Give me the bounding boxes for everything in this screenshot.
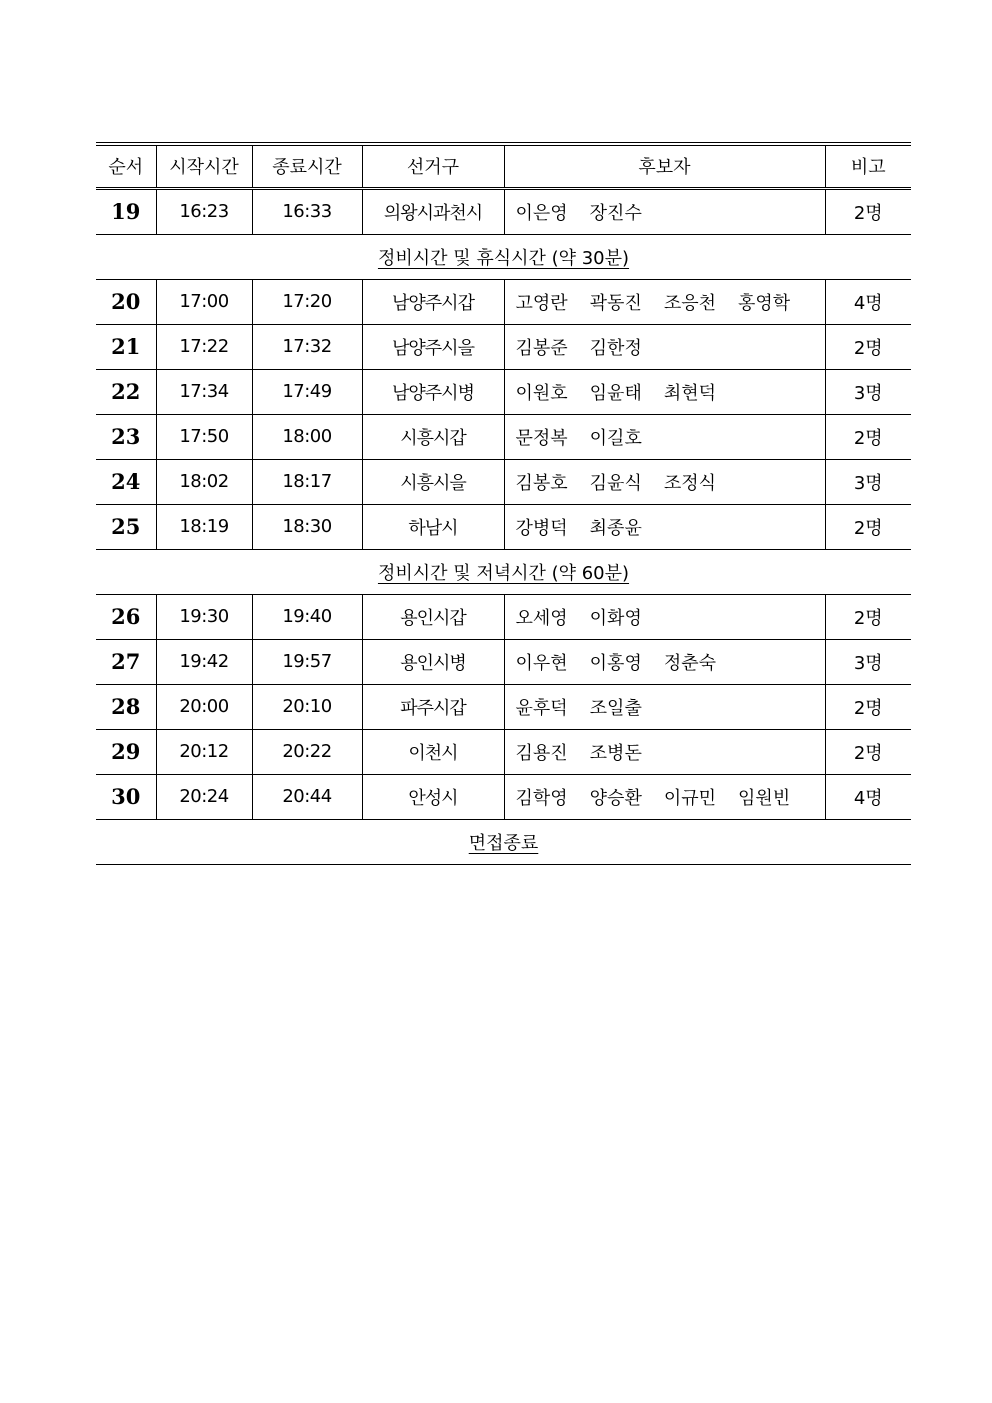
header-order: 순서 bbox=[96, 144, 156, 188]
cell-order: 19 bbox=[96, 188, 156, 234]
cell-note: 2명 bbox=[825, 684, 911, 729]
cell-order: 20 bbox=[96, 279, 156, 324]
table-row bbox=[96, 504, 911, 549]
cell-end-time: 17:32 bbox=[252, 324, 362, 369]
table-row bbox=[96, 279, 911, 324]
cell-district: 남양주시병 bbox=[362, 369, 504, 414]
cell-start-time: 20:24 bbox=[156, 774, 252, 819]
schedule-table bbox=[96, 142, 911, 865]
cell-note: 4명 bbox=[825, 774, 911, 819]
candidate-name: 곽동진 bbox=[589, 292, 642, 314]
cell-note: 2명 bbox=[825, 414, 911, 459]
header-candidates: 후보자 bbox=[504, 144, 825, 188]
cell-end-time: 20:44 bbox=[252, 774, 362, 819]
cell-district: 용인시갑 bbox=[362, 594, 504, 639]
cell-candidates bbox=[504, 684, 825, 729]
cell-district: 파주시갑 bbox=[362, 684, 504, 729]
candidate-name: 이우현 bbox=[515, 652, 568, 674]
table-header bbox=[96, 144, 911, 188]
table-row bbox=[96, 729, 911, 774]
candidate-name: 이길호 bbox=[589, 427, 642, 449]
candidate-name: 조정식 bbox=[663, 472, 717, 494]
cell-note: 2명 bbox=[825, 188, 911, 234]
cell-candidates bbox=[504, 369, 825, 414]
cell-candidates bbox=[504, 639, 825, 684]
cell-end-time: 18:30 bbox=[252, 504, 362, 549]
table-body bbox=[96, 188, 911, 864]
candidate-name: 조일출 bbox=[589, 697, 642, 719]
interview-schedule bbox=[96, 142, 911, 865]
cell-order: 29 bbox=[96, 729, 156, 774]
cell-note: 4명 bbox=[825, 279, 911, 324]
table-row bbox=[96, 594, 911, 639]
header-start-time: 시작시간 bbox=[156, 144, 252, 188]
cell-end-time: 20:22 bbox=[252, 729, 362, 774]
cell-end-time: 17:20 bbox=[252, 279, 362, 324]
cell-district: 시흥시갑 bbox=[362, 414, 504, 459]
candidate-name: 이규민 bbox=[663, 787, 717, 809]
cell-note: 3명 bbox=[825, 369, 911, 414]
candidate-name: 이화영 bbox=[589, 607, 642, 629]
cell-end-time: 19:40 bbox=[252, 594, 362, 639]
separator-text: 정비시간 및 저녁시간 (약 60분) bbox=[377, 562, 630, 584]
candidate-name: 이은영 bbox=[515, 202, 568, 224]
header-district: 선거구 bbox=[362, 144, 504, 188]
candidate-name: 김윤식 bbox=[589, 472, 642, 494]
cell-order: 26 bbox=[96, 594, 156, 639]
cell-note: 2명 bbox=[825, 594, 911, 639]
candidate-name: 조병돈 bbox=[589, 742, 642, 764]
candidate-name: 임윤태 bbox=[589, 382, 642, 404]
cell-end-time: 20:10 bbox=[252, 684, 362, 729]
candidate-name: 김봉호 bbox=[515, 472, 568, 494]
cell-start-time: 18:19 bbox=[156, 504, 252, 549]
cell-district: 의왕시과천시 bbox=[362, 188, 504, 234]
cell-district: 남양주시을 bbox=[362, 324, 504, 369]
table-row bbox=[96, 639, 911, 684]
cell-start-time: 17:22 bbox=[156, 324, 252, 369]
cell-order: 23 bbox=[96, 414, 156, 459]
table-row bbox=[96, 324, 911, 369]
cell-order: 25 bbox=[96, 504, 156, 549]
candidate-name: 양승환 bbox=[589, 787, 642, 809]
section-separator-row bbox=[96, 549, 911, 594]
cell-candidates bbox=[504, 594, 825, 639]
cell-end-time: 19:57 bbox=[252, 639, 362, 684]
cell-district: 이천시 bbox=[362, 729, 504, 774]
cell-order: 24 bbox=[96, 459, 156, 504]
section-separator-row bbox=[96, 819, 911, 864]
cell-end-time: 16:33 bbox=[252, 188, 362, 234]
header-end-time: 종료시간 bbox=[252, 144, 362, 188]
candidate-name: 윤후덕 bbox=[515, 697, 568, 719]
cell-district: 하남시 bbox=[362, 504, 504, 549]
cell-district: 시흥시을 bbox=[362, 459, 504, 504]
cell-start-time: 18:02 bbox=[156, 459, 252, 504]
cell-start-time: 20:12 bbox=[156, 729, 252, 774]
cell-start-time: 20:00 bbox=[156, 684, 252, 729]
cell-order: 22 bbox=[96, 369, 156, 414]
section-separator-row bbox=[96, 234, 911, 279]
cell-district: 용인시병 bbox=[362, 639, 504, 684]
candidate-name: 장진수 bbox=[589, 202, 642, 224]
cell-candidates bbox=[504, 414, 825, 459]
cell-note: 2명 bbox=[825, 324, 911, 369]
cell-end-time: 18:17 bbox=[252, 459, 362, 504]
candidate-name: 최현덕 bbox=[663, 382, 717, 404]
candidate-name: 강병덕 bbox=[515, 517, 568, 539]
candidate-name: 고영란 bbox=[515, 292, 568, 314]
candidate-name: 김한정 bbox=[589, 337, 642, 359]
cell-start-time: 16:23 bbox=[156, 188, 252, 234]
candidate-name: 김학영 bbox=[515, 787, 568, 809]
cell-candidates bbox=[504, 279, 825, 324]
table-row bbox=[96, 188, 911, 234]
cell-note: 2명 bbox=[825, 729, 911, 774]
candidate-name: 김용진 bbox=[515, 742, 568, 764]
candidate-name: 정춘숙 bbox=[663, 652, 717, 674]
table-row bbox=[96, 414, 911, 459]
cell-order: 27 bbox=[96, 639, 156, 684]
candidate-name: 조응천 bbox=[663, 292, 717, 314]
cell-note: 2명 bbox=[825, 504, 911, 549]
cell-start-time: 19:30 bbox=[156, 594, 252, 639]
cell-order: 30 bbox=[96, 774, 156, 819]
header-note: 비고 bbox=[825, 144, 911, 188]
cell-district: 남양주시갑 bbox=[362, 279, 504, 324]
table-row bbox=[96, 459, 911, 504]
cell-note: 3명 bbox=[825, 639, 911, 684]
cell-end-time: 17:49 bbox=[252, 369, 362, 414]
cell-candidates bbox=[504, 459, 825, 504]
candidate-name: 김봉준 bbox=[515, 337, 568, 359]
cell-district: 안성시 bbox=[362, 774, 504, 819]
cell-candidates bbox=[504, 774, 825, 819]
candidate-name: 오세영 bbox=[515, 607, 568, 629]
separator-text: 면접종료 bbox=[468, 832, 539, 854]
cell-start-time: 17:34 bbox=[156, 369, 252, 414]
cell-start-time: 19:42 bbox=[156, 639, 252, 684]
candidate-name: 최종윤 bbox=[589, 517, 642, 539]
cell-start-time: 17:00 bbox=[156, 279, 252, 324]
cell-candidates bbox=[504, 504, 825, 549]
cell-candidates bbox=[504, 729, 825, 774]
candidate-name: 이원호 bbox=[515, 382, 568, 404]
cell-order: 21 bbox=[96, 324, 156, 369]
table-row bbox=[96, 369, 911, 414]
cell-note: 3명 bbox=[825, 459, 911, 504]
cell-start-time: 17:50 bbox=[156, 414, 252, 459]
table-row bbox=[96, 774, 911, 819]
candidate-name: 문정복 bbox=[515, 427, 568, 449]
candidate-name: 이홍영 bbox=[589, 652, 642, 674]
cell-order: 28 bbox=[96, 684, 156, 729]
cell-candidates bbox=[504, 324, 825, 369]
cell-end-time: 18:00 bbox=[252, 414, 362, 459]
candidate-name: 홍영학 bbox=[738, 292, 791, 314]
table-row bbox=[96, 684, 911, 729]
separator-text: 정비시간 및 휴식시간 (약 30분) bbox=[377, 247, 630, 269]
candidate-name: 임원빈 bbox=[738, 787, 791, 809]
cell-candidates bbox=[504, 188, 825, 234]
